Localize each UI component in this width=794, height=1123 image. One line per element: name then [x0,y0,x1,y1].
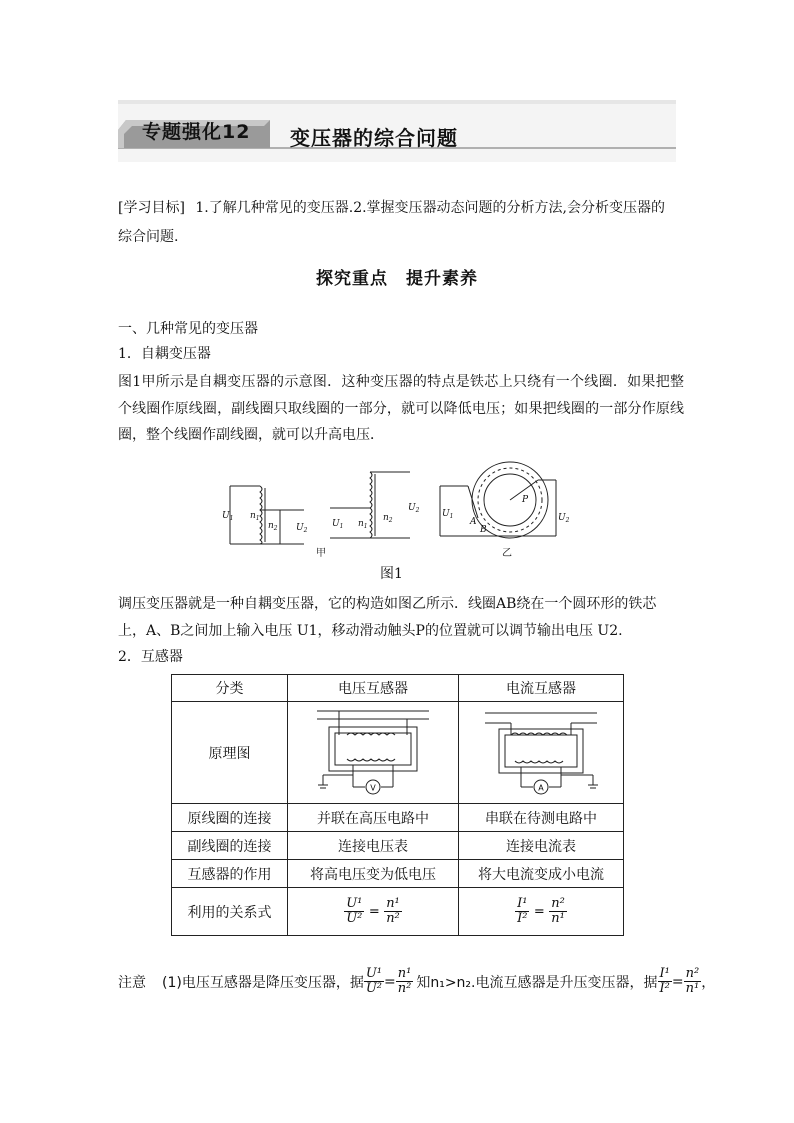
subsection-title: 一、几种常见的变压器 [118,321,258,337]
voltmeter-label: V [370,783,376,792]
svg-text:U1: $U_1$ [222,511,234,522]
page-title: 变压器的综合问题 [290,126,458,150]
learning-goal-label: [学习目标] [118,200,185,216]
section-heading: 探究重点 提升素养 [316,269,478,289]
label-u1-left: U [222,511,230,521]
table-header-cell: 分类 [172,675,288,702]
svg-text:U2: $U_2$ [408,503,420,514]
relation-current-cell: $\frac{\text{I¹}}{\text{I²}}$ = $\frac{\text{n²}}{\text{n¹}}$ [459,888,624,936]
table-row-relation [172,888,624,936]
table-cell: 将大电流变成小电流 [459,860,624,888]
table-cell: 利用的关系式 [172,888,288,936]
note-text: (1)电压互感器是降压变压器，据 [162,974,364,991]
svg-text:n1: $n_1$ [358,519,368,530]
table-cell: 并联在高压电路中 [288,804,459,832]
table-cell: 串联在待测电路中 [459,804,624,832]
table-cell: 原理图 [172,702,288,804]
ammeter-label: A [538,783,544,792]
table-header-cell: 电压互感器 [288,675,459,702]
table-header-cell: 电流互感器 [459,675,624,702]
instrument-transformer-table [171,674,624,936]
header-badge: 专题强化12 [142,121,251,143]
svg-text:B: B [480,525,487,535]
svg-text:U1: $U_1$ [332,519,344,530]
figure-label-jia: 甲 [316,548,326,559]
svg-text:P: P [522,495,529,505]
table-cell: 原线圈的连接 [172,804,288,832]
paragraph-autotransformer: 图1甲所示是自耦变压器的示意图．这种变压器的特点是铁芯上只绕有一个线圈．如果把整个线圈作原线圈，副线圈只取线圈的一部分，就可以降低电压；如果把线圈的一部分作原线圈，整个线圈作副线圈，就可以升高电压． [118,374,684,443]
note-label: 注意 [118,974,146,991]
svg-text:A: A [470,517,477,527]
current-transformer-diagram [481,705,601,797]
note-fraction: $\frac{\text{I¹}}{\text{I²}}$ [659,966,670,996]
table-header-row [172,675,624,702]
table-row-diagram [172,702,624,804]
table-row [172,832,624,860]
figure-1-diagram [220,460,580,560]
figure-label-yi: 乙 [502,548,512,559]
current-transformer-diagram-cell [459,702,624,804]
svg-text:n2: $n_2$ [268,521,278,532]
item-title-1: 1．自耦变压器 [118,346,211,362]
table-cell: 互感器的作用 [172,860,288,888]
table-cell: 将高电压变为低电压 [288,860,459,888]
learning-goal [118,194,678,252]
svg-text:n1: $n_1$ [250,511,260,522]
table-cell: 副线圈的连接 [172,832,288,860]
note-text: 知n₁>n₂.电流互感器是升压变压器，据 [416,974,658,991]
figure-caption: 图1 [380,566,403,582]
voltage-transformer-diagram-cell [288,702,459,804]
table-row [172,804,624,832]
note-paragraph: 注意 (1)电压互感器是降压变压器，据 $\frac{\text{U¹}}{\text{U²}}$ = $\frac{\text{n¹}}{\text{n²}}$ 知n₁>n₂.电流互感器是升压变压器，据 $\frac{\text{I¹}}{\text{I²}}$ = $\frac{\text{n²}}{\text{n¹}}$ ， [118,966,716,996]
table-row [172,860,624,888]
svg-text:U1: $U_1$ [442,509,454,520]
svg-text:U2: $U_2$ [558,513,570,524]
table-cell: 连接电流表 [459,832,624,860]
item-title-2: 2．互感器 [118,649,183,665]
voltage-transformer-diagram [313,705,433,797]
learning-goal-text: 1.了解几种常见的变压器.2.掌握变压器动态问题的分析方法,会分析变压器的综合问题. [118,200,666,245]
relation-voltage-cell: $\frac{\text{U¹}}{\text{U²}}$ = $\frac{\text{n¹}}{\text{n²}}$ [288,888,459,936]
svg-text:n2: $n_2$ [383,513,393,524]
paragraph-regulator: 调压变压器就是一种自耦变压器，它的构造如图乙所示．线圈AB绕在一个圆环形的铁芯上，A、B之间加上输入电压 U1，移动滑动触头P的位置就可以调节输出电压 U2. [118,596,657,639]
table-cell: 连接电压表 [288,832,459,860]
svg-text:U2: $U_2$ [296,523,308,534]
note-fraction: $\frac{\text{U¹}}{\text{U²}}$ [365,966,383,996]
